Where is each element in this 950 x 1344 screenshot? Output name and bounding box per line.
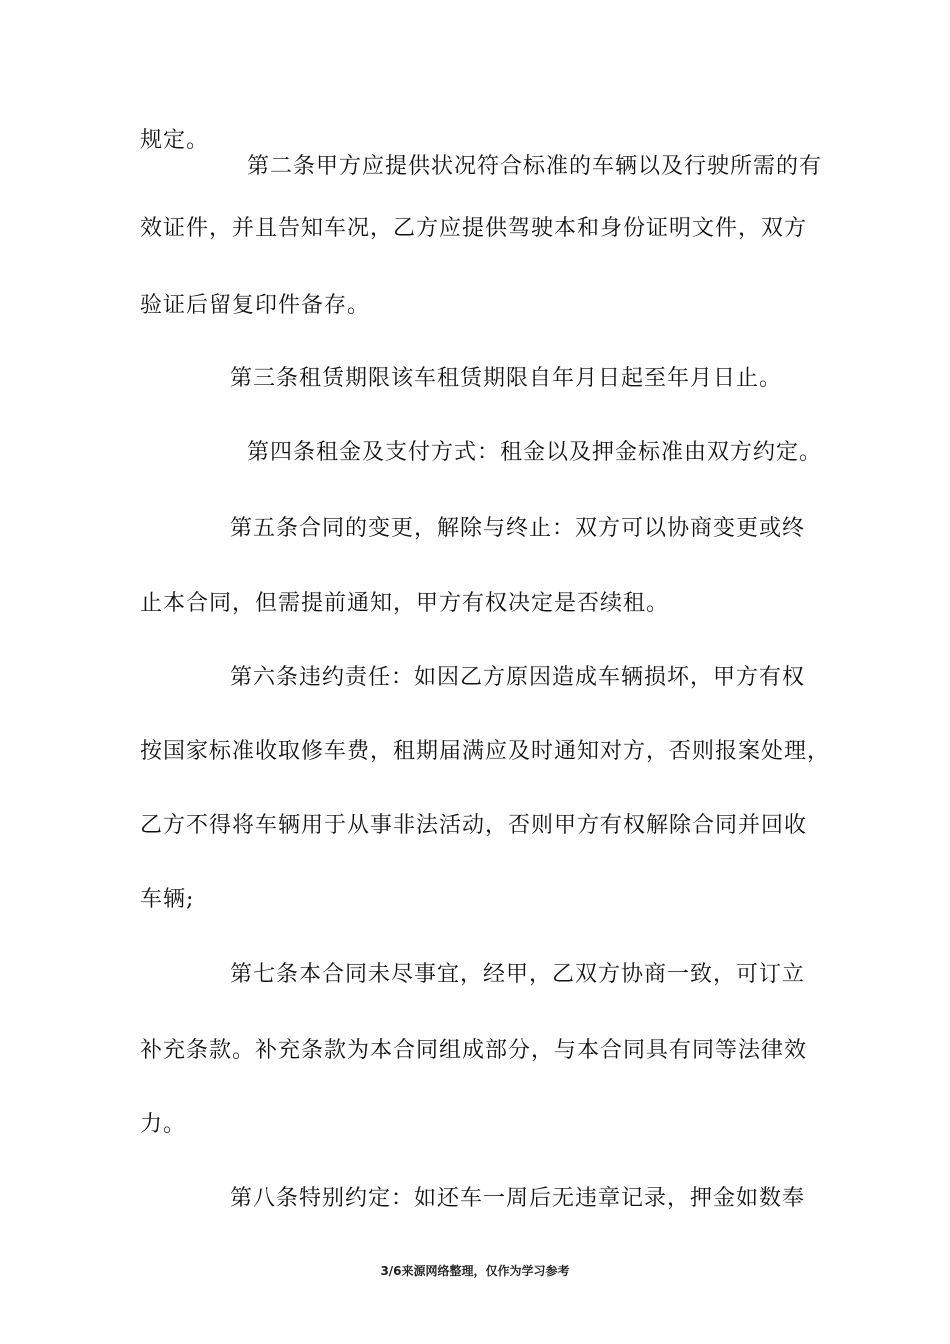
page-footer: 3/6来源网络整理，仅作为学习参考 <box>380 1264 570 1278</box>
text-line-16: 第八条特别约定：如还车一周后无违章记录，押金如数奉 <box>230 1186 806 1211</box>
text-line-15: 力。 <box>140 1112 187 1137</box>
text-line-2: 第二条甲方应提供状况符合标准的车辆以及行驶所需的有 <box>247 154 823 179</box>
text-line-14: 补充条款。补充条款为本合同组成部分，与本合同具有同等法律效 <box>140 1038 808 1063</box>
text-line-9: 第六条违约责任：如因乙方原因造成车辆损坏，甲方有权 <box>230 665 806 690</box>
text-line-4: 验证后留复印件备存。 <box>140 293 371 318</box>
text-line-1: 规定。 <box>140 128 210 153</box>
text-line-5: 第三条租赁期限该车租赁期限自年月日起至年月日止。 <box>230 366 783 391</box>
text-line-7: 第五条合同的变更，解除与终止：双方可以协商变更或终 <box>230 516 806 541</box>
text-line-11: 乙方不得将车辆用于从事非法活动，否则甲方有权解除合同并回收 <box>140 813 808 838</box>
text-line-10: 按国家标准收取修车费，租期届满应及时通知对方，否则报案处理， <box>140 739 831 764</box>
text-line-8: 止本合同，但需提前通知，甲方有权决定是否续租。 <box>140 591 670 616</box>
text-line-3: 效证件，并且告知车况，乙方应提供驾驶本和身份证明文件，双方 <box>140 216 808 241</box>
text-line-13: 第七条本合同未尽事宜，经甲，乙双方协商一致，可订立 <box>230 962 806 987</box>
text-line-6: 第四条租金及支付方式：租金以及押金标准由双方约定。 <box>247 440 823 465</box>
text-line-12: 车辆; <box>140 887 195 912</box>
